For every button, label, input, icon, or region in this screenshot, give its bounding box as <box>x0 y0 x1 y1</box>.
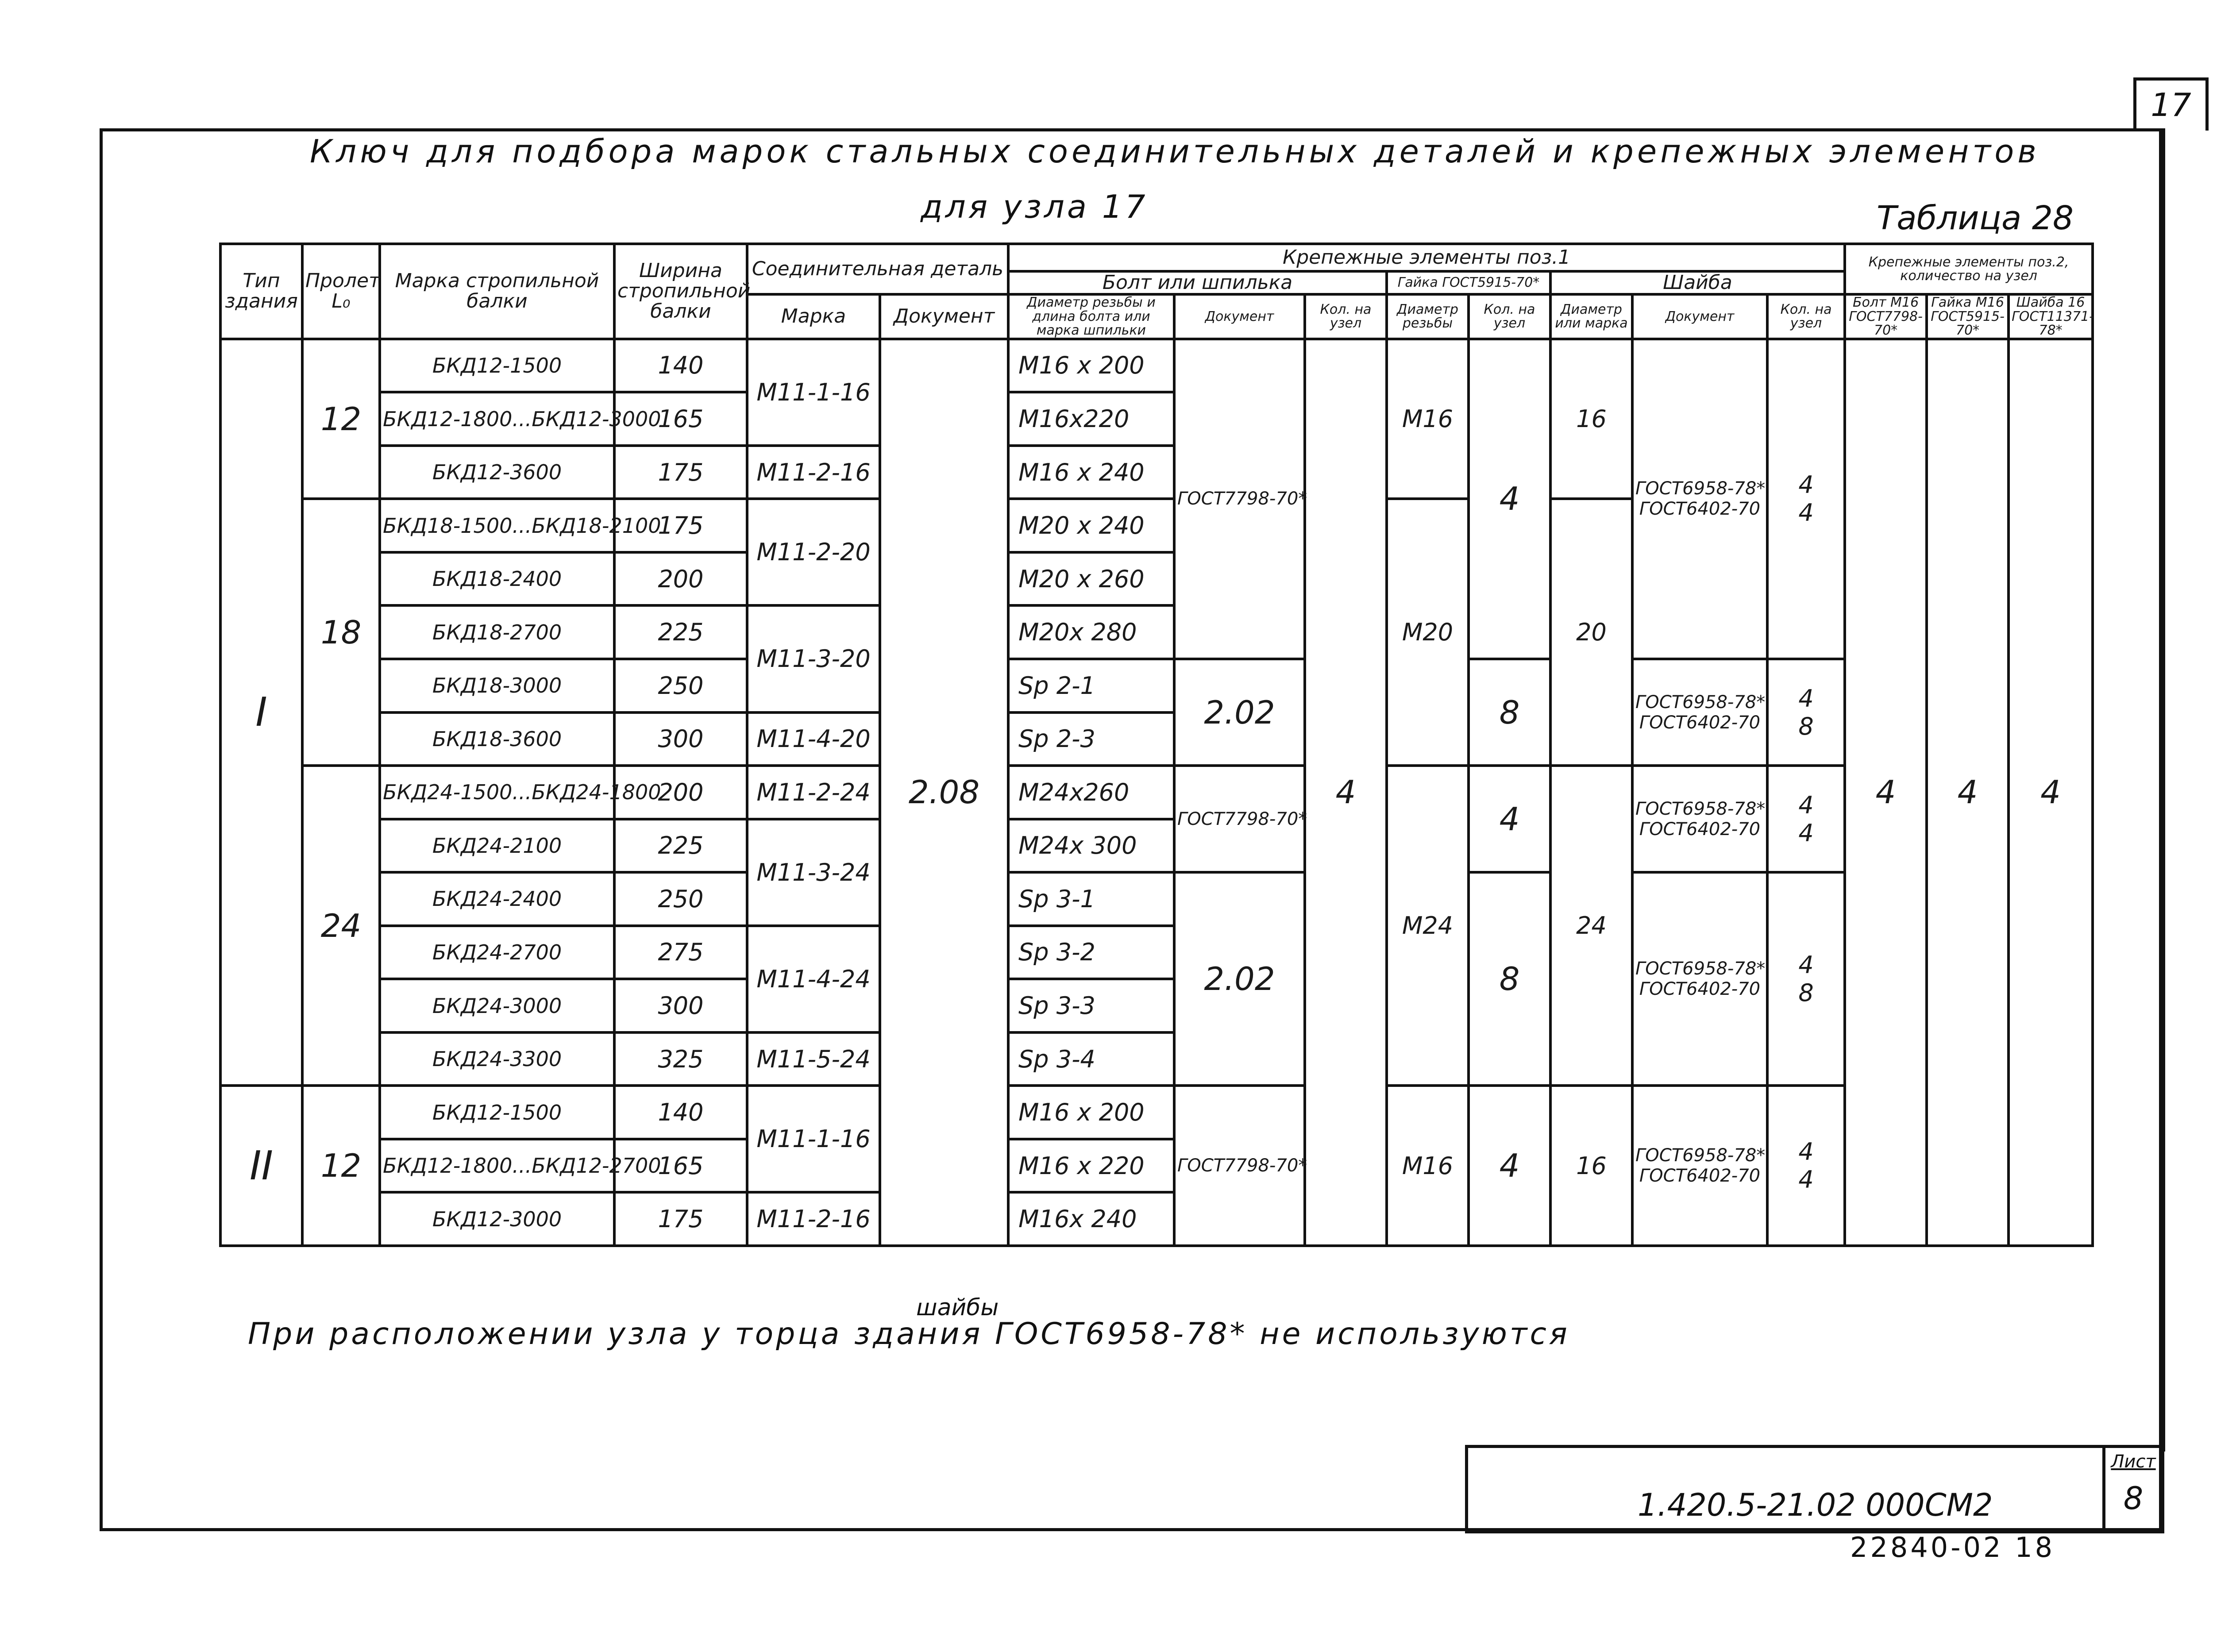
beam-width-cell: 175 <box>614 499 747 552</box>
span-cell: 12 <box>302 339 380 499</box>
header-connector-doc: Документ <box>880 294 1008 339</box>
washer-doc-line: ГОСТ6402-70 <box>1639 712 1761 733</box>
beam-width-cell: 175 <box>614 1192 747 1246</box>
beam-mark-cell: БКД12-1800...БКД12-2700 <box>380 1139 614 1193</box>
header-connector-group: Соединительная деталь <box>747 244 1008 294</box>
nut-diameter-cell: М24 <box>1387 766 1469 1086</box>
nut-diameter-cell: М16 <box>1387 1086 1469 1246</box>
beam-width-cell: 225 <box>614 819 747 873</box>
header-washer-doc: Документ <box>1632 294 1767 339</box>
bolt-doc-cell: ГОСТ7798-70* <box>1174 1086 1305 1246</box>
header-nut-group: Гайка ГОСТ5915-70* <box>1387 271 1550 294</box>
frame-right-edge <box>2160 128 2165 1452</box>
selection-table <box>219 243 2094 1247</box>
washer-qty-line: 8 <box>1798 712 1814 740</box>
beam-width-cell: 225 <box>614 605 747 659</box>
bolt-cell: Sp 2-3 <box>1008 712 1174 766</box>
connector-mark-cell: М11-1-16 <box>747 339 880 446</box>
header-fasteners2-group: Крепежные элементы поз.2, количество на узел <box>1845 244 2093 294</box>
header-washer-group: Шайба <box>1550 271 1845 294</box>
bolt-doc-cell: ГОСТ7798-70* <box>1174 339 1305 659</box>
beam-mark-cell: БКД12-1800...БКД12-3000 <box>380 392 614 446</box>
beam-width-cell: 200 <box>614 766 747 819</box>
connector-mark-cell: М11-2-16 <box>747 446 880 499</box>
washer-doc-line: ГОСТ6402-70 <box>1639 499 1761 520</box>
nut-qty-cell: 8 <box>1469 872 1550 1086</box>
header-beam-mark: Марка стропильной балки <box>380 244 614 339</box>
header-fast2-washer: Шайба 16 ГОСТ11371-78* <box>2009 294 2093 339</box>
washer-diameter-cell: 16 <box>1550 339 1632 499</box>
bolt-cell: М20 х 240 <box>1008 499 1174 552</box>
beam-mark-cell: БКД18-3600 <box>380 712 614 766</box>
washer-doc-line: ГОСТ6958-78* <box>1635 692 1766 712</box>
header-fast2-bolt: Болт М16 ГОСТ7798-70* <box>1845 294 1927 339</box>
connector-mark-cell: М11-2-24 <box>747 766 880 819</box>
beam-mark-cell: БКД12-1500 <box>380 1086 614 1139</box>
bolt-cell: Sp 3-1 <box>1008 872 1174 926</box>
bolt-doc-cell: 2.02 <box>1174 659 1305 766</box>
beam-width-cell: 175 <box>614 446 747 499</box>
washer-qty-line: 4 <box>1798 499 1814 527</box>
connector-mark-cell: М11-3-20 <box>747 605 880 712</box>
washer-qty-cell <box>1767 339 1845 659</box>
table-row <box>220 339 2093 393</box>
document-code: 1.420.5-21.02 000СМ2 <box>1638 1487 1993 1523</box>
corner-sheet-number: 17 <box>2151 86 2191 123</box>
beam-mark-cell: БКД24-3000 <box>380 979 614 1032</box>
beam-width-cell: 200 <box>614 552 747 606</box>
nut-qty-cell: 4 <box>1469 1086 1550 1246</box>
note-superscript: шайбы <box>916 1294 999 1321</box>
beam-mark-cell: БКД18-1500...БКД18-2100 <box>380 499 614 552</box>
fast2-washer-cell: 4 <box>2009 339 2093 1246</box>
connector-mark-cell: М11-2-16 <box>747 1192 880 1246</box>
washer-qty-cell <box>1767 1086 1845 1246</box>
header-fast2-nut: Гайка М16 ГОСТ5915-70* <box>1927 294 2009 339</box>
table-row <box>220 659 2093 712</box>
washer-qty-line: 4 <box>1798 684 1814 712</box>
table-row <box>220 1086 2093 1139</box>
document-title: Ключ для подбора марок стальных соединительных деталей и крепежных элементов <box>310 133 2040 170</box>
connector-mark-cell: М11-5-24 <box>747 1032 880 1086</box>
header-washer-qty: Кол. на узел <box>1767 294 1845 339</box>
beam-mark-cell: БКД24-2100 <box>380 819 614 873</box>
bolt-cell: Sp 3-3 <box>1008 979 1174 1032</box>
span-cell: 18 <box>302 499 380 766</box>
header-connector-mark: Марка <box>747 294 880 339</box>
beam-mark-cell: БКД12-1500 <box>380 339 614 393</box>
span-cell: 24 <box>302 766 380 1086</box>
washer-doc-line: ГОСТ6402-70 <box>1639 1166 1761 1186</box>
sheet-number: 8 <box>2123 1480 2144 1517</box>
washer-qty-line: 8 <box>1798 979 1814 1007</box>
beam-mark-cell: БКД12-3000 <box>380 1192 614 1246</box>
header-bolt-doc: Документ <box>1174 294 1305 339</box>
connector-mark-cell: М11-2-20 <box>747 499 880 605</box>
building-type-cell: II <box>220 1086 302 1246</box>
washer-doc-line: ГОСТ6958-78* <box>1635 798 1766 819</box>
washer-qty-cell <box>1767 872 1845 1086</box>
fast2-bolt-cell: 4 <box>1845 339 1927 1246</box>
header-nut-qty: Кол. на узел <box>1469 294 1550 339</box>
nut-qty-cell: 4 <box>1469 339 1550 659</box>
bolt-cell: Sp 3-2 <box>1008 926 1174 979</box>
bolt-cell: М16х 240 <box>1008 1192 1174 1246</box>
beam-mark-cell: БКД24-1500...БКД24-1800 <box>380 766 614 819</box>
nut-diameter-cell: М16 <box>1387 339 1469 499</box>
header-building-type: Тип здания <box>220 244 302 339</box>
bolt-cell: М24х 300 <box>1008 819 1174 873</box>
bolt-cell: М16х220 <box>1008 392 1174 446</box>
bolt-cell: М20 х 260 <box>1008 552 1174 606</box>
washer-doc-cell <box>1632 766 1767 872</box>
washer-doc-line: ГОСТ6958-78* <box>1635 478 1766 499</box>
washer-doc-line: ГОСТ6402-70 <box>1639 979 1761 1000</box>
beam-width-cell: 140 <box>614 339 747 393</box>
washer-diameter-cell: 24 <box>1550 766 1632 1086</box>
beam-mark-cell: БКД18-3000 <box>380 659 614 712</box>
sheet-label: Лист <box>2111 1452 2156 1472</box>
bolt-doc-cell: 2.02 <box>1174 872 1305 1086</box>
washer-qty-line: 4 <box>1798 1138 1814 1166</box>
washer-qty-line: 4 <box>1798 471 1814 499</box>
beam-width-cell: 140 <box>614 1086 747 1139</box>
header-nut-diameter: Диаметр резьбы <box>1387 294 1469 339</box>
washer-qty-line: 4 <box>1798 791 1814 819</box>
washer-diameter-cell: 20 <box>1550 499 1632 766</box>
bolt-cell: Sp 3-4 <box>1008 1032 1174 1086</box>
washer-doc-line: ГОСТ6958-78* <box>1635 959 1766 979</box>
beam-width-cell: 250 <box>614 659 747 712</box>
washer-qty-cell <box>1767 766 1845 872</box>
beam-mark-cell: БКД18-2700 <box>380 605 614 659</box>
beam-mark-cell: БКД24-2700 <box>380 926 614 979</box>
bolt-cell: М16 х 240 <box>1008 446 1174 499</box>
bolt-qty-cell: 4 <box>1305 339 1387 1246</box>
washer-doc-line: ГОСТ6402-70 <box>1639 819 1761 839</box>
washer-diameter-cell: 16 <box>1550 1086 1632 1246</box>
washer-qty-line: 4 <box>1798 1166 1814 1194</box>
connector-doc-cell: 2.08 <box>880 339 1008 1246</box>
washer-doc-line: ГОСТ6958-78* <box>1635 1145 1766 1166</box>
nut-qty-cell: 4 <box>1469 766 1550 872</box>
beam-width-cell: 300 <box>614 979 747 1032</box>
nut-qty-cell: 8 <box>1469 659 1550 766</box>
beam-mark-cell: БКД18-2400 <box>380 552 614 606</box>
beam-width-cell: 325 <box>614 1032 747 1086</box>
beam-mark-cell: БКД24-3300 <box>380 1032 614 1086</box>
building-type-cell: I <box>220 339 302 1086</box>
bolt-cell: М20х 280 <box>1008 605 1174 659</box>
bolt-doc-cell: ГОСТ7798-70* <box>1174 766 1305 872</box>
washer-qty-line: 4 <box>1798 819 1814 847</box>
beam-mark-cell: БКД12-3600 <box>380 446 614 499</box>
header-bolt-diameter: Диаметр резьбы и длина болта или марка шпильки <box>1008 294 1174 339</box>
washer-qty-line: 4 <box>1798 951 1814 979</box>
table-row <box>220 766 2093 819</box>
archive-number: 22840-02 18 <box>1850 1531 2055 1563</box>
bolt-cell: М24х260 <box>1008 766 1174 819</box>
washer-doc-cell <box>1632 659 1767 766</box>
fast2-nut-cell: 4 <box>1927 339 2009 1246</box>
beam-width-cell: 250 <box>614 872 747 926</box>
header-bolt-qty: Кол. на узел <box>1305 294 1387 339</box>
beam-width-cell: 300 <box>614 712 747 766</box>
bolt-cell: Sp 2-1 <box>1008 659 1174 712</box>
beam-width-cell: 275 <box>614 926 747 979</box>
connector-mark-cell: М11-3-24 <box>747 819 880 926</box>
header-washer-diameter: Диаметр или марка <box>1550 294 1632 339</box>
bolt-cell: М16 x 200 <box>1008 339 1174 393</box>
bolt-cell: М16 х 200 <box>1008 1086 1174 1139</box>
span-cell: 12 <box>302 1086 380 1246</box>
footnote: При расположении узла у торца здания ГОСТ6958-78* не используются <box>248 1317 1570 1352</box>
beam-width-cell: 165 <box>614 392 747 446</box>
document-subtitle: для узла 17 <box>921 188 1148 225</box>
nut-diameter-cell: М20 <box>1387 499 1469 766</box>
beam-width-cell: 165 <box>614 1139 747 1193</box>
connector-mark-cell: М11-4-20 <box>747 712 880 766</box>
connector-mark-cell: М11-1-16 <box>747 1086 880 1192</box>
header-bolt-group: Болт или шпилька <box>1008 271 1387 294</box>
washer-doc-cell <box>1632 339 1767 659</box>
header-span: Пролет L₀ <box>302 244 380 339</box>
beam-mark-cell: БКД24-2400 <box>380 872 614 926</box>
header-fasteners-group: Крепежные элементы поз.1 <box>1008 244 1845 271</box>
washer-qty-cell <box>1767 659 1845 766</box>
table-label: Таблица 28 <box>1877 199 2074 237</box>
washer-doc-cell <box>1632 1086 1767 1246</box>
table-row <box>220 872 2093 926</box>
bolt-cell: М16 х 220 <box>1008 1139 1174 1193</box>
connector-mark-cell: М11-4-24 <box>747 926 880 1032</box>
washer-doc-cell <box>1632 872 1767 1086</box>
header-row-1 <box>220 244 2093 271</box>
header-beam-width: Ширина стропильной балки <box>614 244 747 339</box>
